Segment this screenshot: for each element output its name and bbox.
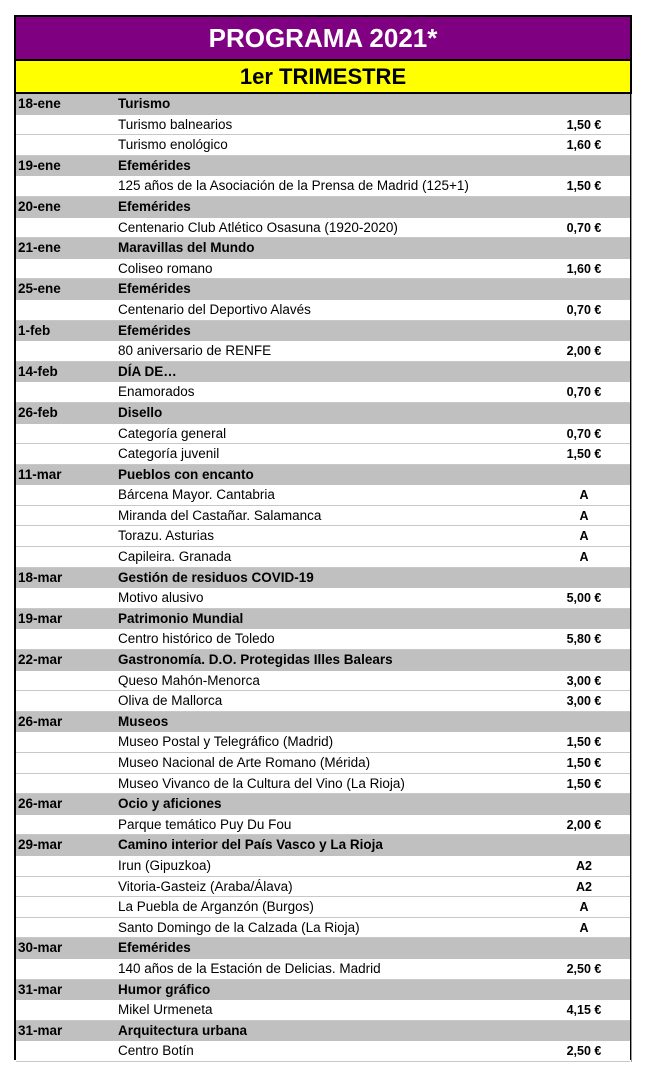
section-name: Arquitectura urbana [118,1022,248,1038]
issue-date: 26-mar [18,713,63,729]
section-header-row [16,938,630,959]
section-name: Efemérides [118,281,191,297]
section-name: Ocio y aficiones [118,796,222,812]
section-header-row [16,980,630,1001]
section-header-row [16,156,630,177]
stamp-description: Museo Postal y Telegráfico (Madrid) [118,734,334,750]
section-name: Turismo [118,96,171,111]
stamp-row [16,424,630,445]
stamp-row [16,1000,630,1021]
section-header-row [16,197,630,218]
stamp-description: 125 años de la Asociación de la Prensa de Madrid (125+1) [118,178,469,194]
issue-date: 30-mar [18,940,63,956]
stamp-price: 4,15 € [566,1003,602,1018]
stamp-description: Miranda del Castañar. Salamanca [118,507,322,523]
stamp-description: Motivo alusivo [118,590,204,606]
stamp-description: Centro histórico de Toledo [118,631,275,647]
stamp-price: 2,50 € [566,961,602,976]
section-header-row [16,794,630,815]
stamp-price: 2,50 € [566,1044,602,1059]
stamp-price: 3,00 € [566,694,602,709]
stamp-row [16,382,630,403]
stamp-description: Capileira. Granada [118,549,232,565]
stamp-row [16,856,630,877]
stamp-description: Centenario Club Atlético Osasuna (1920-2020) [118,219,398,235]
stamp-description: Turismo balnearios [118,116,233,132]
stamp-price: A [579,550,589,565]
issue-date: 14-feb [18,363,58,379]
issue-date: 26-feb [18,404,58,420]
section-header-row [16,1021,630,1042]
issue-date: 29-mar [18,837,63,853]
section-header-row [16,321,630,342]
stamp-row [16,815,630,836]
schedule-table [16,94,630,1062]
issue-date: 18-ene [18,96,61,111]
issue-date: 11-mar [18,466,62,482]
section-header-row [16,835,630,856]
stamp-row [16,218,630,239]
stamp-row [16,671,630,692]
stamp-description: Vitoria-Gasteiz (Araba/Álava) [118,878,293,894]
stamp-price: 0,70 € [566,302,602,317]
stamp-description: Santo Domingo de la Calzada (La Rioja) [118,919,360,935]
section-name: Humor gráfico [118,981,211,997]
stamp-price: A [579,529,589,544]
section-name: Disello [118,404,163,420]
stamp-price: A [579,920,589,935]
stamp-description: Bárcena Mayor. Cantabria [118,487,275,503]
section-header-row [16,609,630,630]
stamp-row [16,629,630,650]
stamp-description: Oliva de Mallorca [118,693,223,709]
stamp-row [16,176,630,197]
stamp-row [16,115,630,136]
section-name: Efemérides [118,322,191,338]
stamp-row [16,135,630,156]
stamp-price: 1,50 € [566,117,602,132]
section-name: Gestión de residuos COVID-19 [118,569,314,585]
stamp-row [16,959,630,980]
section-name: Museos [118,713,169,729]
issue-date: 20-ene [18,198,61,214]
stamp-price: 2,00 € [566,817,602,832]
stamp-row [16,732,630,753]
stamp-description: Irun (Gipuzkoa) [118,857,212,873]
section-name: Maravillas del Mundo [118,240,255,256]
stamp-description: Enamorados [118,384,195,400]
stamp-price: 1,50 € [566,447,602,462]
stamp-description: 140 años de la Estación de Delicias. Madrid [118,960,381,976]
stamp-row [16,774,630,795]
section-name: Efemérides [118,157,191,173]
stamp-description: Mikel Urmeneta [118,1002,213,1018]
section-name: Patrimonio Mundial [118,610,244,626]
stamp-description: Turismo enológico [118,137,228,153]
stamp-row [16,341,630,362]
issue-date: 26-mar [18,796,63,812]
stamp-row [16,897,630,918]
stamp-row [16,444,630,465]
section-name: Efemérides [118,198,191,214]
stamp-price: 2,00 € [566,344,602,359]
section-header-row [16,712,630,733]
stamp-row [16,526,630,547]
section-header-row [16,362,630,383]
stamp-description: Museo Nacional de Arte Romano (Mérida) [118,755,371,770]
stamp-row [16,918,630,939]
stamp-description: Categoría juvenil [118,446,220,462]
stamp-row [16,753,630,774]
issue-date: 22-mar [18,652,63,668]
stamp-row [16,485,630,506]
section-name: DÍA DE… [118,363,177,379]
issue-date: 19-ene [18,157,61,173]
stamp-row [16,1041,630,1062]
section-header-row [16,650,630,671]
stamp-description: Parque temático Puy Du Fou [118,816,292,832]
stamp-description: Torazu. Asturias [118,528,215,544]
stamp-description: Queso Mahón-Menorca [118,672,260,688]
section-header-row [16,279,630,300]
stamp-row [16,691,630,712]
issue-date: 25-ene [18,281,61,297]
stamp-price: 0,70 € [566,426,602,441]
stamp-description: La Puebla de Arganzón (Burgos) [118,899,314,915]
stamp-description: 80 aniversario de RENFE [118,343,272,359]
stamp-description: Centenario del Deportivo Alavés [118,301,311,317]
stamp-price: A2 [576,879,592,894]
stamp-price: A2 [576,858,592,873]
stamp-description: Categoría general [118,425,227,441]
stamp-price: A [579,488,589,503]
stamp-row [16,547,630,568]
stamp-row [16,506,630,527]
issue-date: 19-mar [18,610,63,626]
stamp-price: 0,70 € [566,385,602,400]
stamp-price: 1,50 € [566,735,602,750]
stamp-row [16,588,630,609]
section-header-row [16,568,630,589]
stamp-description: Coliseo romano [118,260,213,276]
stamp-price: 1,50 € [566,179,602,194]
section-header-row [16,403,630,424]
stamp-row [16,259,630,280]
stamp-price: 3,00 € [566,673,602,688]
stamp-row [16,300,630,321]
section-name: Gastronomía. D.O. Protegidas Illes Balears [118,652,393,668]
section-header-row [16,94,630,115]
issue-date: 21-ene [18,240,61,256]
stamp-price: 5,80 € [566,632,602,647]
stamp-price: A [579,900,589,915]
section-header-row [16,465,630,486]
quarter-subtitle: 1er TRIMESTRE [16,61,630,94]
stamp-price: 5,00 € [566,591,602,606]
stamp-description: Museo Vivanco de la Cultura del Vino (La Rioja) [118,775,405,791]
program-title: PROGRAMA 2021* [16,17,630,61]
section-header-row [16,238,630,259]
program-sheet [14,15,632,1060]
section-name: Camino interior del País Vasco y La Rioja [118,837,383,853]
stamp-price: 0,70 € [566,220,602,235]
stamp-row [16,877,630,898]
issue-date: 18-mar [18,569,63,585]
stamp-price: 1,60 € [566,261,602,276]
issue-date: 31-mar [18,981,63,997]
issue-date: 1-feb [18,322,51,338]
stamp-description: Centro Botín [118,1043,194,1059]
stamp-price: 1,60 € [566,138,602,153]
section-name: Pueblos con encanto [118,466,254,482]
stamp-price: A [579,508,589,523]
stamp-price: 1,50 € [566,776,602,791]
stamp-price: 1,50 € [566,756,602,770]
section-name: Efemérides [118,940,191,956]
issue-date: 31-mar [18,1022,63,1038]
